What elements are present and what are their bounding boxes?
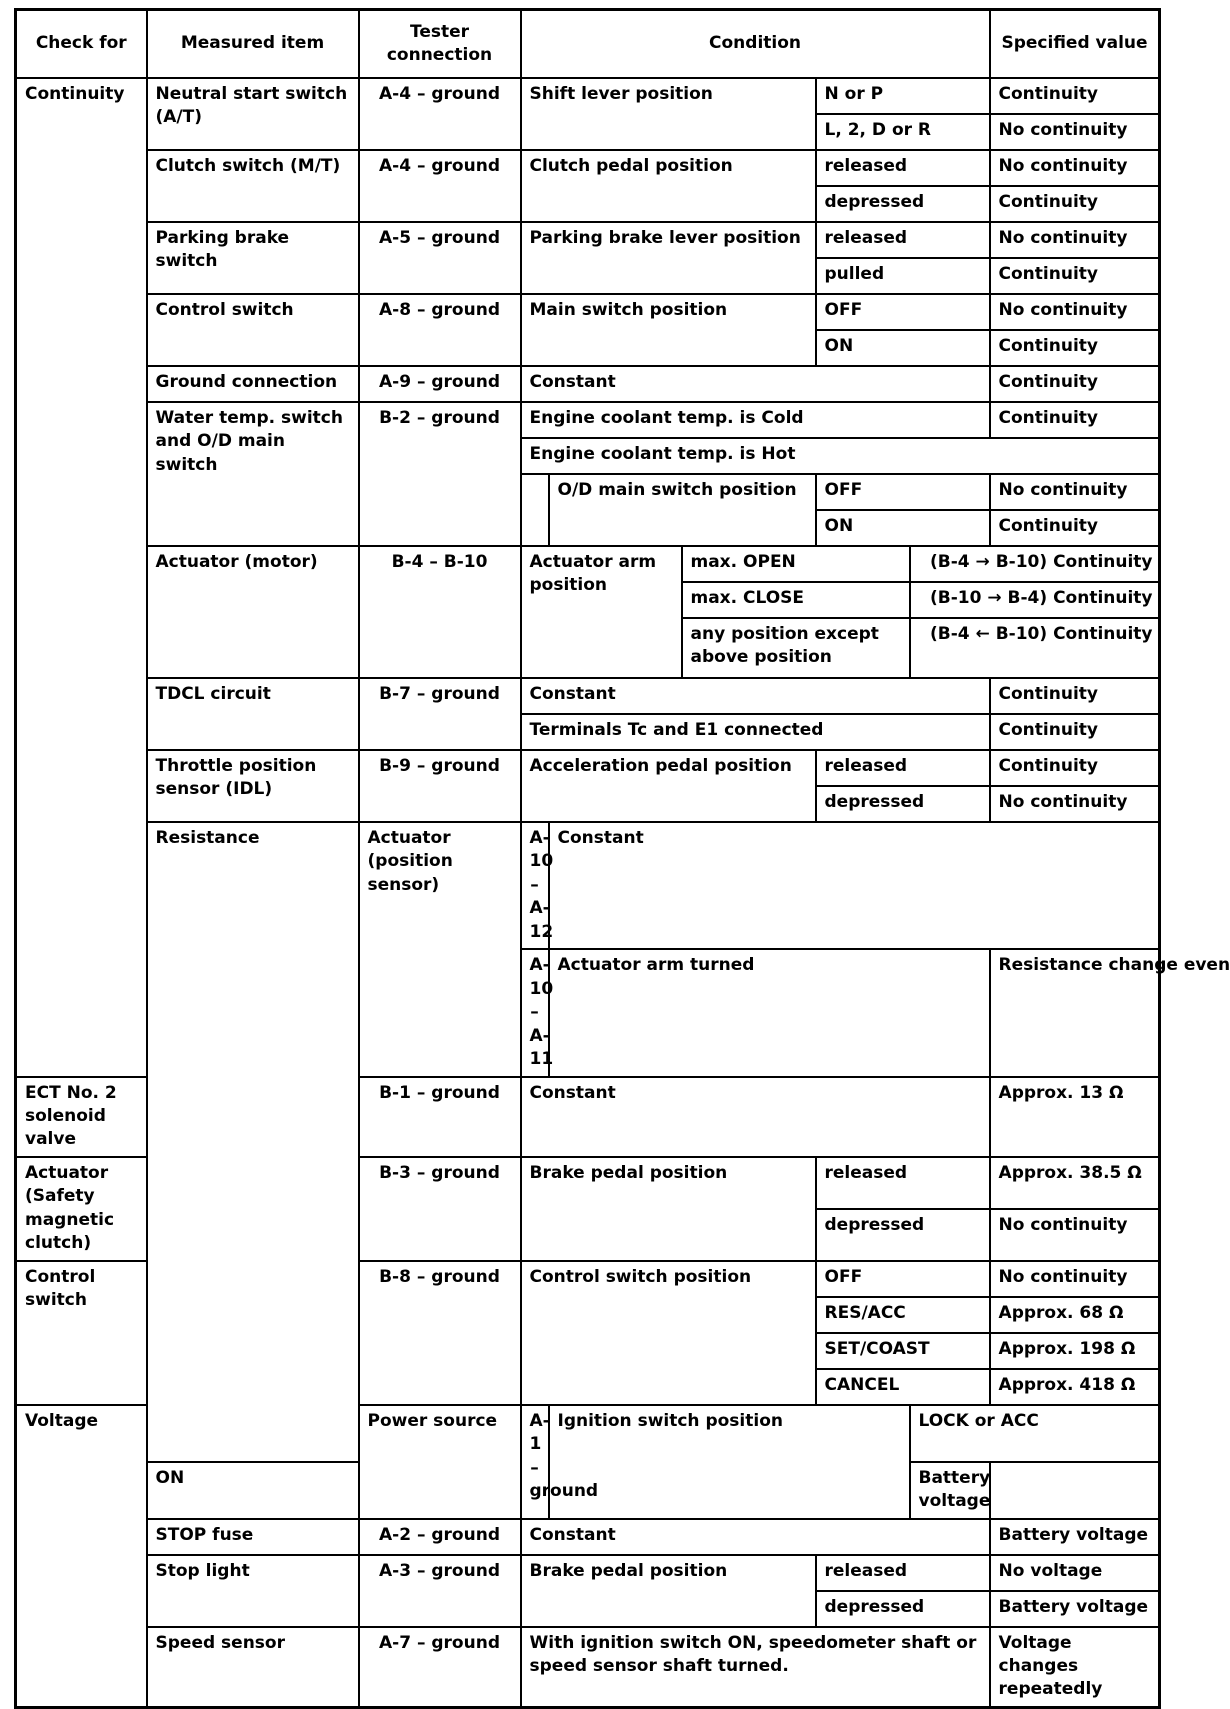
- state-cell: released: [816, 1555, 990, 1591]
- state-cell: depressed: [816, 186, 990, 222]
- spec-value: No continuity: [990, 474, 1160, 510]
- spec-value: Battery voltage: [910, 1462, 990, 1519]
- table-row: [16, 1627, 1160, 1708]
- header-specified-value: Specified value: [990, 10, 1160, 79]
- spec-value: (B-4 → B-10) Continuity: [910, 546, 1160, 582]
- state-cell: depressed: [816, 1591, 990, 1627]
- condition-cell: Brake pedal position: [521, 1157, 816, 1261]
- spec-value: Continuity: [990, 402, 1160, 438]
- table-row: [16, 750, 1160, 786]
- tester-connection: A-1 – ground: [521, 1405, 549, 1519]
- spec-value: Resistance change even: [990, 949, 1160, 1076]
- state-cell: N or P: [816, 78, 990, 114]
- state-cell: depressed: [816, 786, 990, 822]
- group-continuity: Continuity: [16, 78, 147, 1077]
- tester-connection: A-7 – ground: [359, 1627, 521, 1708]
- spec-value: No continuity: [990, 786, 1160, 822]
- state-cell: L, 2, D or R: [816, 114, 990, 150]
- measured-item: Power source: [359, 1405, 521, 1519]
- table-header-row: [16, 10, 1160, 79]
- spec-value: Approx. 418 Ω: [990, 1369, 1160, 1405]
- header-tester-connection: Tester connection: [359, 10, 521, 79]
- measured-item: TDCL circuit: [147, 678, 359, 750]
- spec-value: No continuity: [990, 1209, 1160, 1261]
- condition-cell: Actuator arm position: [521, 546, 682, 678]
- table-row: [16, 402, 1160, 438]
- state-cell: released: [816, 750, 990, 786]
- tester-connection: A-10 – A-12: [521, 822, 549, 949]
- state-cell: pulled: [816, 258, 990, 294]
- tester-connection: B-1 – ground: [359, 1077, 521, 1157]
- state-cell: ON: [147, 1462, 521, 1519]
- tester-connection: A-4 – ground: [359, 150, 521, 222]
- state-cell: depressed: [816, 1209, 990, 1261]
- spec-value: Battery voltage: [990, 1591, 1160, 1627]
- table-row: [16, 1519, 1160, 1555]
- condition-cell: Clutch pedal position: [521, 150, 816, 222]
- condition-cell: Main switch position: [521, 294, 816, 366]
- table-row: [16, 1555, 1160, 1591]
- measured-item: Control switch: [16, 1261, 147, 1405]
- measured-item: Neutral start switch (A/T): [147, 78, 359, 150]
- measured-item: Actuator (Safety magnetic clutch): [16, 1157, 147, 1261]
- table-row: [16, 294, 1160, 330]
- spec-value: No continuity: [990, 222, 1160, 258]
- header-measured-item: Measured item: [147, 10, 359, 79]
- measured-item: STOP fuse: [147, 1519, 359, 1555]
- spec-value: Voltage changes repeatedly: [990, 1627, 1160, 1708]
- spec-value: (B-10 → B-4) Continuity: [910, 582, 1160, 618]
- inspection-table: [14, 8, 1230, 1709]
- tester-connection: B-9 – ground: [359, 750, 521, 822]
- condition-cell: Parking brake lever position: [521, 222, 816, 294]
- tester-connection: A-3 – ground: [359, 1555, 521, 1627]
- measured-item: Actuator (position sensor): [359, 822, 521, 1077]
- table-row: [16, 366, 1160, 402]
- state-cell: SET/COAST: [816, 1333, 990, 1369]
- table-row: [16, 150, 1160, 186]
- state-cell: max. CLOSE: [682, 582, 910, 618]
- header-condition: Condition: [521, 10, 990, 79]
- condition-cell: Constant: [549, 822, 1160, 949]
- group-voltage: Voltage: [16, 1405, 147, 1708]
- condition-cell: O/D main switch position: [549, 474, 816, 546]
- tester-connection: B-2 – ground: [359, 402, 521, 546]
- tester-connection: A-9 – ground: [359, 366, 521, 402]
- tester-connection: A-10 – A-11: [521, 949, 549, 1076]
- tester-connection: A-2 – ground: [359, 1519, 521, 1555]
- state-cell: OFF: [816, 294, 990, 330]
- spec-value: No continuity: [990, 294, 1160, 330]
- condition-cell: Terminals Tc and E1 connected: [521, 714, 990, 750]
- group-resistance: Resistance: [147, 822, 359, 1462]
- tester-connection: B-4 – B-10: [359, 546, 521, 678]
- state-cell: OFF: [816, 474, 990, 510]
- spec-value: Continuity: [990, 258, 1160, 294]
- state-cell: any position except above position: [682, 618, 910, 678]
- spec-value: Battery voltage: [990, 1519, 1160, 1555]
- condition-cell: Constant: [521, 1519, 990, 1555]
- measured-item: Control switch: [147, 294, 359, 366]
- spec-value: Continuity: [990, 510, 1160, 546]
- spec-value: (B-4 ← B-10) Continuity: [910, 618, 1160, 678]
- condition-cell: Shift lever position: [521, 78, 816, 150]
- condition-cell: Acceleration pedal position: [521, 750, 816, 822]
- table-row: [16, 546, 1160, 582]
- spec-value: Continuity: [990, 714, 1160, 750]
- header-check-for: Check for: [16, 10, 147, 79]
- spec-value: No continuity: [990, 114, 1160, 150]
- spec-value: No voltage: [990, 1555, 1160, 1591]
- tester-connection: B-8 – ground: [359, 1261, 521, 1405]
- spec-value: Approx. 38.5 Ω: [990, 1157, 1160, 1209]
- tester-connection: A-4 – ground: [359, 78, 521, 150]
- table-row: [16, 678, 1160, 714]
- state-cell: RES/ACC: [816, 1297, 990, 1333]
- measured-item: Stop light: [147, 1555, 359, 1627]
- condition-cell: Control switch position: [521, 1261, 816, 1405]
- state-cell: released: [816, 222, 990, 258]
- spec-value: Approx. 68 Ω: [990, 1297, 1160, 1333]
- indent-cell: [521, 474, 549, 546]
- condition-cell: With ignition switch ON, speedometer shaft or speed sensor shaft turned.: [521, 1627, 990, 1708]
- table-row: [16, 78, 1160, 114]
- condition-cell: Constant: [521, 678, 990, 714]
- spec-value: Continuity: [990, 678, 1160, 714]
- state-cell: max. OPEN: [682, 546, 910, 582]
- state-cell: ON: [816, 510, 990, 546]
- state-cell: released: [816, 1157, 990, 1209]
- spec-value: Continuity: [990, 366, 1160, 402]
- state-cell: OFF: [816, 1261, 990, 1297]
- spec-value: Continuity: [990, 330, 1160, 366]
- tester-connection: A-8 – ground: [359, 294, 521, 366]
- spec-value: Approx. 198 Ω: [990, 1333, 1160, 1369]
- measured-item: Speed sensor: [147, 1627, 359, 1708]
- spec-value: Continuity: [990, 78, 1160, 114]
- condition-cell: Engine coolant temp. is Hot: [521, 438, 1160, 474]
- condition-cell: Ignition switch position: [549, 1405, 910, 1519]
- spec-value: No continuity: [990, 150, 1160, 186]
- measured-item: Throttle position sensor (IDL): [147, 750, 359, 822]
- state-cell: LOCK or ACC: [910, 1405, 1160, 1462]
- spec-value: No continuity: [990, 1261, 1160, 1297]
- spec-value: Approx. 13 Ω: [990, 1077, 1160, 1157]
- state-cell: released: [816, 150, 990, 186]
- measured-item: Actuator (motor): [147, 546, 359, 678]
- condition-cell: Brake pedal position: [521, 1555, 816, 1627]
- measured-item: Water temp. switch and O/D main switch: [147, 402, 359, 546]
- measured-item: Parking brake switch: [147, 222, 359, 294]
- document-page: [14, 8, 1230, 1700]
- table-row: [16, 222, 1160, 258]
- tester-connection: B-3 – ground: [359, 1157, 521, 1261]
- spec-value: Continuity: [990, 186, 1160, 222]
- measured-item: Ground connection: [147, 366, 359, 402]
- measured-item: Clutch switch (M/T): [147, 150, 359, 222]
- tester-connection: A-5 – ground: [359, 222, 521, 294]
- condition-cell: Constant: [521, 1077, 990, 1157]
- spec-value: Continuity: [990, 750, 1160, 786]
- condition-cell: Actuator arm turned: [549, 949, 990, 1076]
- measured-item: ECT No. 2 solenoid valve: [16, 1077, 147, 1157]
- condition-cell: Constant: [521, 366, 990, 402]
- state-cell: ON: [816, 330, 990, 366]
- state-cell: CANCEL: [816, 1369, 990, 1405]
- tester-connection: B-7 – ground: [359, 678, 521, 750]
- table-row: [16, 822, 1160, 949]
- condition-cell: Engine coolant temp. is Cold: [521, 402, 990, 438]
